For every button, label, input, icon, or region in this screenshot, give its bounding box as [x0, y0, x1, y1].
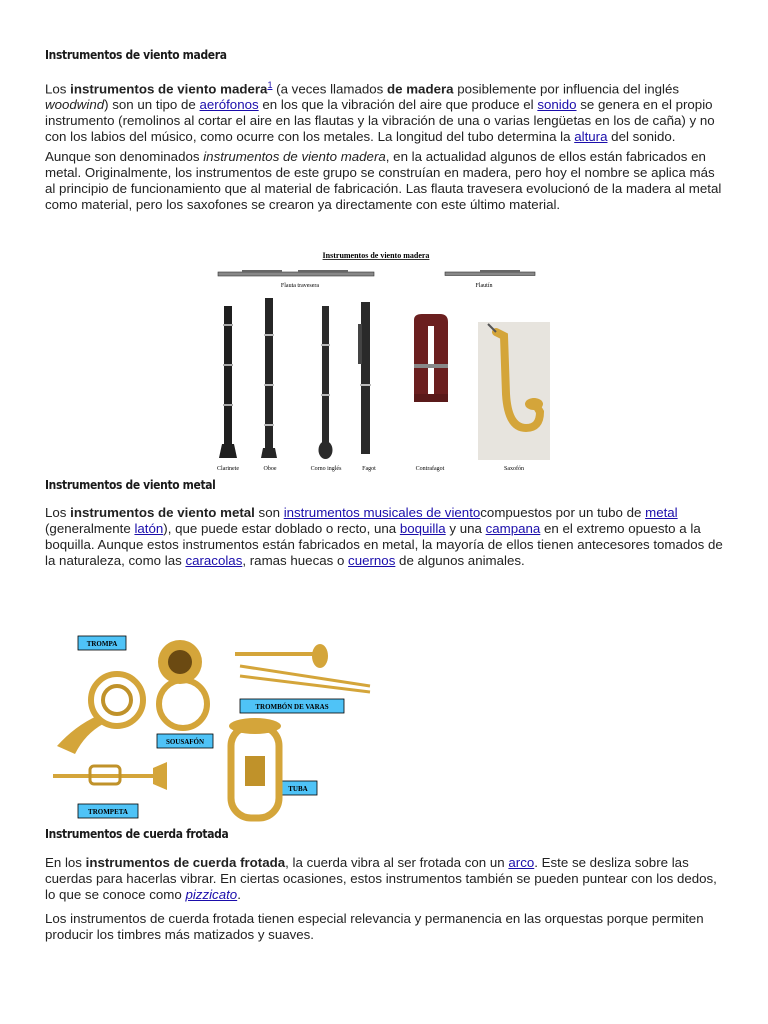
paragraph-madera-1: Los instrumentos de viento madera$^1$ (a veces llamados de madera posiblemente por influencia del inglés woodwind) son un tipo de aerófonos en los que la vibración del aire que produce el sonido se genera en el propio instrumento (remolinos al cortar el aire en las flautas y la vibración de una o varias lengüetas en los de caña) y no con los labios del músico, como ocurre con los metales. La longitud del tubo determina la altura del sonido. [45, 80, 715, 145]
label-fagot: Fagot [362, 466, 376, 472]
flauta-travesera-image [218, 270, 374, 276]
label-saxofon: Saxofón [504, 466, 524, 472]
footnote-link[interactable]: 1 [267, 80, 273, 90]
contrafagot-image [414, 314, 448, 402]
paragraph-madera-2: Aunque son denominados instrumentos de viento madera, en la actualidad algunos de ellos están fabricados en metal. Originalmente, los instrumentos de este grupo se construían en madera, pero hoy el nombre se aplica más al principio de funcionamiento que al material de fabricación. Las flauta travesera evolucionó de la madera al metal como material, pero los saxofones se crearon ya directamente con este último material. [45, 149, 722, 212]
label-clarinete: Clarinete [217, 466, 239, 472]
label-contrafagot: Contrafagot [415, 466, 445, 472]
link-boquilla[interactable]: boquilla [399, 521, 446, 536]
brass-figure [45, 626, 377, 824]
label-flautin: Flautín [475, 283, 493, 289]
corno-ingles-image [319, 306, 333, 459]
label-trompa: TROMPA [86, 640, 118, 648]
link-campana[interactable]: campana [485, 521, 541, 536]
clarinete-image [219, 306, 237, 458]
heading-viento-madera: Instrumentos de viento madera [45, 47, 227, 62]
paragraph-cuerda-2: Los instrumentos de cuerda frotada tienen especial relevancia y permanencia en las orquestas porque permiten producir los timbres más matizados y suaves. [45, 911, 704, 942]
label-trompeta: TROMPETA [88, 808, 128, 816]
link-sonido[interactable]: sonido [537, 97, 577, 113]
link-caracolas[interactable]: caracolas [185, 553, 243, 568]
woodwind-figure-title: Instrumentos de viento madera [322, 251, 430, 260]
paragraph-cuerda-1: En los instrumentos de cuerda frotada, la cuerda vibra al ser frotada con un arco. Este se desliza sobre las cuerdas para hacerlas vibrar. En ciertas ocasiones, estos instrumentos también se pueden puntear con los dedos, lo que se conoce como pizzicato. [45, 855, 717, 902]
link-instrumentos-viento[interactable]: instrumentos musicales de viento [283, 505, 481, 520]
link-altura[interactable]: altura [574, 129, 608, 145]
trompa-image [57, 674, 143, 754]
flautin-image [445, 270, 535, 276]
woodwind-figure [208, 244, 564, 476]
label-oboe: Oboe [263, 466, 277, 472]
trompeta-image [53, 762, 167, 790]
trombon-image [235, 644, 370, 692]
link-arco[interactable]: arco [508, 855, 535, 870]
label-flauta-travesera: Flauta travesera [280, 283, 320, 289]
link-cuernos[interactable]: cuernos [348, 553, 396, 568]
heading-cuerda-frotada: Instrumentos de cuerda frotada [45, 826, 229, 841]
link-metal[interactable]: metal [645, 505, 678, 520]
heading-viento-metal: Instrumentos de viento metal [45, 477, 216, 492]
link-laton[interactable]: latón [134, 521, 164, 536]
paragraph-metal-1: Los instrumentos de viento metal son instrumentos musicales de vientocompuestos por un tubo de metal (generalmente latón), que puede estar doblado o recto, una boquilla y una campana en el extremo opuesto a la boquilla. Aunque estos instrumentos están fabricados en metal, la mayoría de ellos tienen antecesores tomados de la naturaleza, como las caracolas, ramas huecas o cuernos de algunos animales. [45, 505, 723, 568]
label-tuba: TUBA [288, 785, 308, 793]
label-sousafon: SOUSAFÓN [165, 738, 205, 746]
fagot-image [358, 302, 371, 454]
label-corno-ingles: Corno inglés [310, 466, 342, 472]
oboe-image [261, 298, 277, 458]
link-aerofonos[interactable]: aerófonos [199, 97, 259, 113]
saxofon-image [478, 322, 550, 460]
label-trombon: TROMBÓN DE VARAS [255, 703, 329, 711]
link-pizzicato[interactable]: pizzicato [185, 887, 238, 902]
sousafon-image [158, 640, 207, 728]
tuba-image [229, 718, 281, 818]
